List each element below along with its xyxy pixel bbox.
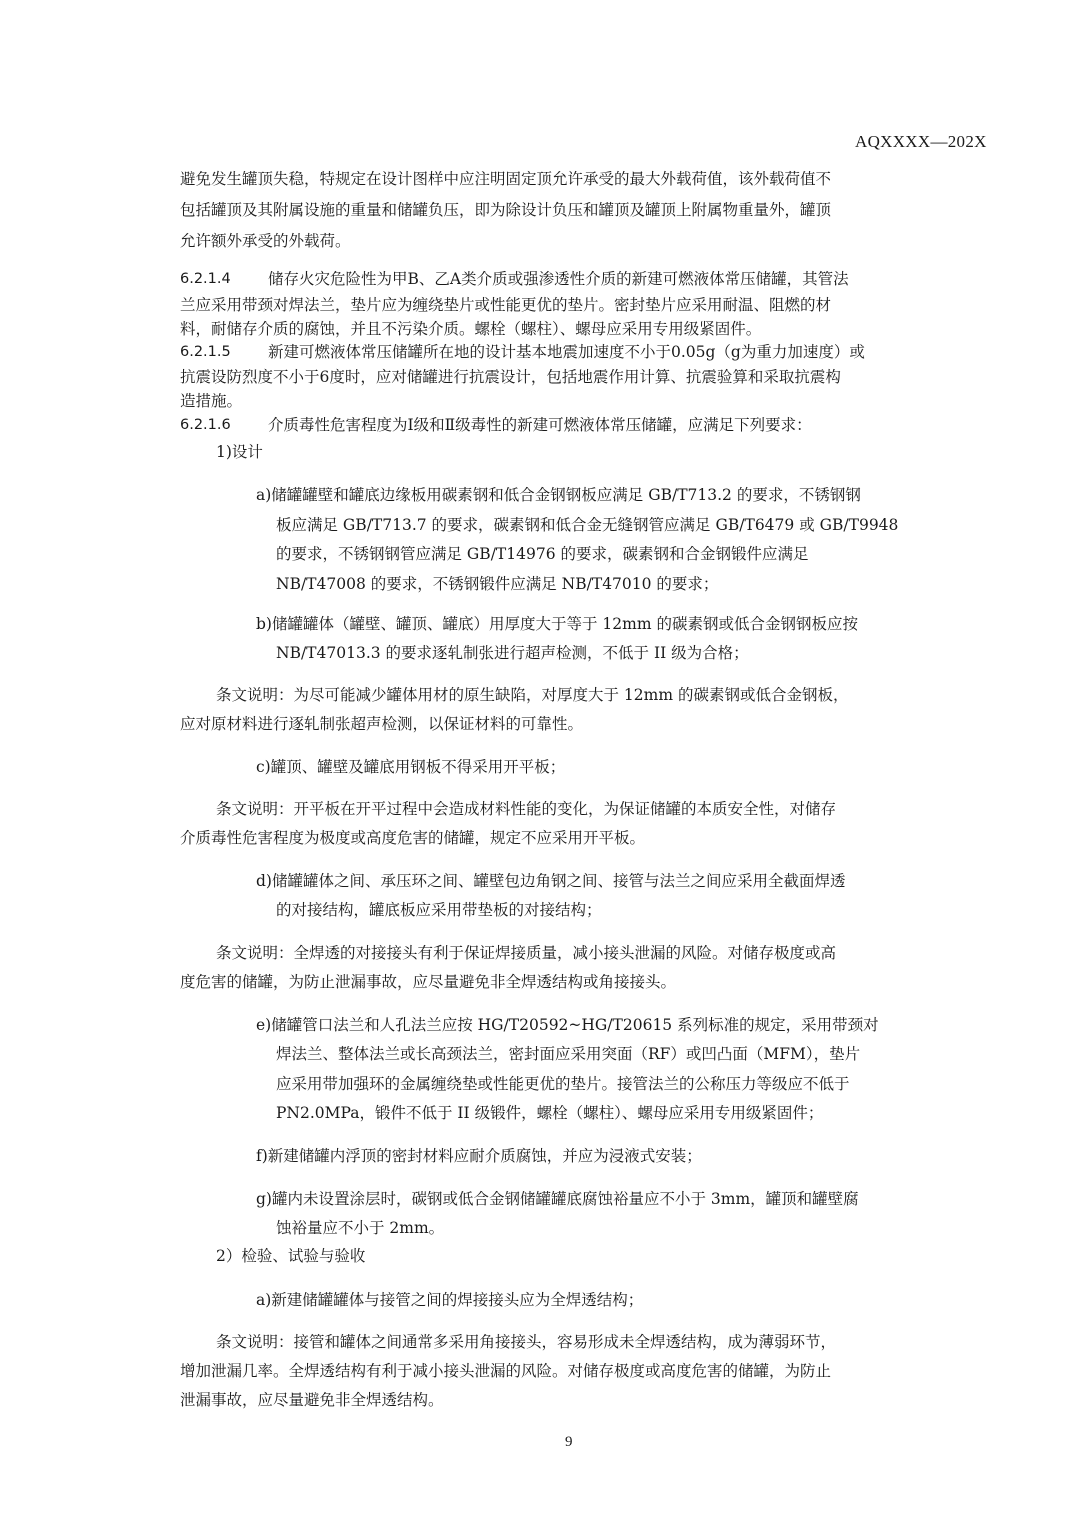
clause-line: 兰应采用带颈对焊法兰，垫片应为缠绕垫片或性能更优的垫片。密封垫片应采用耐温、阻燃的材	[180, 296, 832, 314]
item-line: 的对接结构，罐底板应采用带垫板的对接结构；	[276, 901, 602, 919]
note-line: 度危害的储罐，为防止泄漏事故，应尽量避免非全焊透结构或角接接头。	[180, 973, 677, 991]
clause-line: 储存火灾危险性为甲B、乙A类介质或强渗透性介质的新建可燃液体常压储罐，其管法	[268, 270, 849, 288]
note-line: 泄漏事故，应尽量避免非全焊透结构。	[180, 1391, 444, 1409]
item-line: 焊法兰、整体法兰或长高颈法兰，密封面应采用突面（RF）或凹凸面（MFM），垫片	[276, 1045, 861, 1063]
item-line: 的要求，不锈钢钢管应满足 GB/T14976 的要求，碳素钢和合金钢锻件应满足	[276, 545, 809, 563]
item-line: d)储罐罐体之间、承压环之间、罐壁包边角钢之间、接管与法兰之间应采用全截面焊透	[256, 872, 846, 890]
item-line: NB/T47008 的要求，不锈钢锻件应满足 NB/T47010 的要求；	[276, 575, 719, 593]
item-line: 蚀裕量应不小于 2mm。	[276, 1219, 445, 1237]
clause-line: 造措施。	[180, 392, 243, 410]
item-line: NB/T47013.3 的要求逐轧制张进行超声检测，不低于 II 级为合格；	[276, 644, 749, 662]
item-line: c)罐顶、罐壁及罐底用钢板不得采用开平板；	[256, 758, 566, 776]
note-line: 条文说明：接管和罐体之间通常多采用角接接头，容易形成未全焊透结构，成为薄弱环节，	[216, 1333, 837, 1351]
intro-line: 允许额外承受的外载荷。	[180, 232, 351, 250]
item-line: 应采用带加强环的金属缠绕垫或性能更优的垫片。接管法兰的公称压力等级应不低于	[276, 1075, 850, 1093]
item-line: e)储罐管口法兰和人孔法兰应按 HG/T20592~HG/T20615 系列标准的规定，采用带颈对	[256, 1016, 879, 1034]
section-title: 1)设计	[216, 443, 263, 461]
note-line: 条文说明：全焊透的对接接头有利于保证焊接质量，减小接头泄漏的风险。对储存极度或高	[216, 944, 837, 962]
clause-line: 料，耐储存介质的腐蚀，并且不污染介质。螺栓（螺柱）、螺母应采用专用级紧固件。	[180, 320, 762, 338]
note-line: 增加泄漏几率。全焊透结构有利于减小接头泄漏的风险。对储存极度或高度危害的储罐，为防止	[180, 1362, 832, 1380]
note-line: 条文说明：为尽可能减少罐体用材的原生缺陷，对厚度大于 12mm 的碳素钢或低合金钢板，	[216, 686, 849, 704]
item-line: 板应满足 GB/T713.7 的要求，碳素钢和低合金无缝钢管应满足 GB/T6479 或 GB/T9948	[276, 516, 899, 534]
item-line: PN2.0MPa，锻件不低于 II 级锻件，螺栓（螺柱）、螺母应采用专用级紧固件；	[276, 1104, 824, 1122]
clause-line: 介质毒性危害程度为Ⅰ级和Ⅱ级毒性的新建可燃液体常压储罐，应满足下列要求：	[268, 416, 812, 434]
intro-line: 包括罐顶及其附属设施的重量和储罐负压，即为除设计负压和罐顶及罐顶上附属物重量外，罐顶	[180, 201, 832, 219]
note-line: 介质毒性危害程度为极度或高度危害的储罐，规定不应采用开平板。	[180, 829, 646, 847]
note-line: 条文说明：开平板在开平过程中会造成材料性能的变化，为保证储罐的本质安全性，对储存	[216, 800, 837, 818]
doc-code-header: AQXXXX—202X	[855, 132, 987, 151]
item-line: b)储罐罐体（罐壁、罐顶、罐底）用厚度大于等于 12mm 的碳素钢或低合金钢钢板应按	[256, 615, 858, 633]
item-line: g)罐内未设置涂层时，碳钢或低合金钢储罐罐底腐蚀裕量应不小于 3mm，罐顶和罐壁腐	[256, 1190, 859, 1208]
clause-number: 6.2.1.4	[180, 271, 231, 287]
note-line: 应对原材料进行逐轧制张超声检测，以保证材料的可靠性。	[180, 715, 584, 733]
page-number: 9	[565, 1434, 573, 1450]
clause-number: 6.2.1.5	[180, 344, 231, 360]
item-line: a)新建储罐罐体与接管之间的焊接接头应为全焊透结构；	[256, 1291, 644, 1309]
clause-number: 6.2.1.6	[180, 417, 231, 433]
clause-line: 抗震设防烈度不小于6度时，应对储罐进行抗震设计，包括地震作用计算、抗震验算和采取抗震构	[180, 368, 841, 386]
intro-line: 避免发生罐顶失稳，特规定在设计图样中应注明固定顶允许承受的最大外载荷值，该外载荷值不	[180, 170, 832, 188]
item-line: f)新建储罐内浮顶的密封材料应耐介质腐蚀，并应为浸液式安装；	[256, 1147, 702, 1165]
section-title: 2）检验、试验与验收	[216, 1247, 366, 1265]
item-line: a)储罐罐壁和罐底边缘板用碳素钢和低合金钢钢板应满足 GB/T713.2 的要求，不锈钢钢	[256, 486, 861, 504]
clause-line: 新建可燃液体常压储罐所在地的设计基本地震加速度不小于0.05g（g为重力加速度）或	[268, 343, 865, 361]
